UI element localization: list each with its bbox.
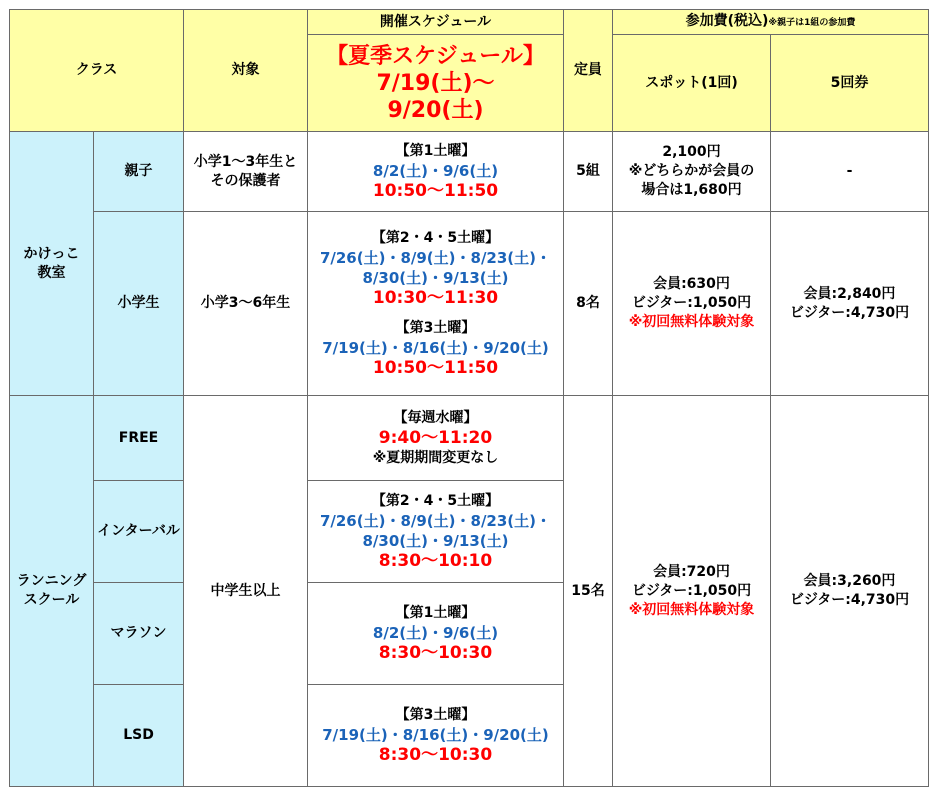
schedule-free — [308, 396, 564, 481]
capacity-running: 15名 — [564, 396, 613, 787]
spot-running — [613, 396, 771, 787]
schedule-marathon — [308, 583, 564, 685]
schedule-label: 【第2・4・5土曜】 — [371, 492, 500, 509]
class-oyako: 親子 — [94, 132, 184, 212]
five-member: 会員:2,840円 — [803, 285, 896, 302]
schedule-time: 8:30～10:10 — [378, 550, 493, 571]
target-oyako: 小学1～3年生と その保護者 — [184, 132, 308, 212]
summer-range-end: 9/20(土) — [387, 97, 484, 123]
summer-range-start: 7/19(土)～ — [376, 70, 495, 96]
target-shogakusei: 小学3～6年生 — [184, 212, 308, 396]
spot-shogakusei — [613, 212, 771, 396]
schedule-dates: 7/19(土)・8/16(土)・9/20(土) — [322, 725, 549, 744]
schedule-note: ※夏期期間変更なし — [372, 449, 499, 466]
schedule-label-b: 【第3土曜】 — [395, 319, 476, 336]
schedule-time: 10:30～11:30 — [372, 287, 499, 308]
schedule-dates-2: 8/30(土)・9/13(土) — [362, 268, 509, 287]
schedule-label: 【毎週水曜】 — [393, 409, 478, 426]
schedule-table — [9, 9, 929, 787]
schedule-oyako — [308, 132, 564, 212]
schedule-dates: 8/2(土)・9/6(土) — [372, 161, 499, 180]
class-interval: インターバル — [94, 481, 184, 583]
schedule-time-b: 10:50～11:50 — [372, 357, 499, 378]
schedule-dates: 8/2(土)・9/6(土) — [372, 623, 499, 642]
schedule-dates-b: 7/19(土)・8/16(土)・9/20(土) — [322, 338, 549, 357]
spot-note: ※どちらかが会員の — [628, 163, 755, 179]
five-running — [771, 396, 929, 787]
schedule-dates: 7/26(土)・8/9(土)・8/23(土)・ — [319, 511, 552, 530]
header-capacity: 定員 — [564, 10, 613, 132]
schedule-label: 【第1土曜】 — [395, 604, 476, 621]
capacity-shogakusei: 8名 — [564, 212, 613, 396]
five-shogakusei — [771, 212, 929, 396]
header-summer-schedule — [308, 35, 564, 132]
five-visitor: ビジター:4,730円 — [789, 304, 910, 321]
spot-member: 会員:720円 — [653, 563, 730, 580]
spot-member: 会員:630円 — [653, 276, 730, 292]
class-lsd: LSD — [94, 685, 184, 787]
spot-price: 2,100円 — [662, 144, 721, 160]
spot-oyako — [613, 132, 771, 212]
schedule-time: 10:50～11:50 — [372, 180, 499, 201]
spot-note-2: 場合は1,680円 — [641, 182, 742, 198]
schedule-shogakusei — [308, 212, 564, 396]
header-class: クラス — [10, 10, 184, 132]
schedule-label: 【第3土曜】 — [395, 706, 476, 723]
class-marathon: マラソン — [94, 583, 184, 685]
schedule-dates-2: 8/30(土)・9/13(土) — [362, 531, 509, 550]
header-five: 5回券 — [771, 35, 929, 132]
five-member: 会員:3,260円 — [803, 573, 896, 589]
five-oyako: - — [771, 132, 929, 212]
group-running: ランニング スクール — [10, 396, 94, 787]
header-target: 対象 — [184, 10, 308, 132]
schedule-time: 8:30～10:30 — [378, 744, 493, 765]
header-fee-label: 参加費(税込) — [685, 12, 769, 29]
spacer — [308, 309, 563, 319]
schedule-dates: 7/26(土)・8/9(土)・8/23(土)・ — [319, 248, 552, 267]
header-spot: スポット(1回) — [613, 35, 771, 132]
schedule-interval — [308, 481, 564, 583]
spot-trial-note: ※初回無料体験対象 — [628, 601, 755, 618]
summer-title: 【夏季スケジュール】 — [326, 43, 545, 69]
schedule-lsd — [308, 685, 564, 787]
header-fee-note: ※親子は1組の参加費 — [768, 17, 856, 28]
schedule-time: 8:30～10:30 — [378, 642, 493, 663]
target-running: 中学生以上 — [184, 396, 308, 787]
schedule-label: 【第2・4・5土曜】 — [371, 229, 500, 246]
capacity-oyako: 5組 — [564, 132, 613, 212]
header-schedule: 開催スケジュール — [308, 10, 564, 35]
group-kakekko: かけっこ 教室 — [10, 132, 94, 396]
header-fee — [613, 10, 929, 35]
spot-visitor: ビジター:1,050円 — [631, 295, 752, 311]
five-visitor: ビジター:4,730円 — [789, 592, 910, 608]
spot-trial-note: ※初回無料体験対象 — [628, 314, 755, 330]
class-free: FREE — [94, 396, 184, 481]
schedule-time: 9:40～11:20 — [378, 427, 493, 448]
spot-visitor: ビジター:1,050円 — [631, 582, 752, 599]
schedule-label: 【第1土曜】 — [395, 142, 476, 159]
class-shogakusei: 小学生 — [94, 212, 184, 396]
